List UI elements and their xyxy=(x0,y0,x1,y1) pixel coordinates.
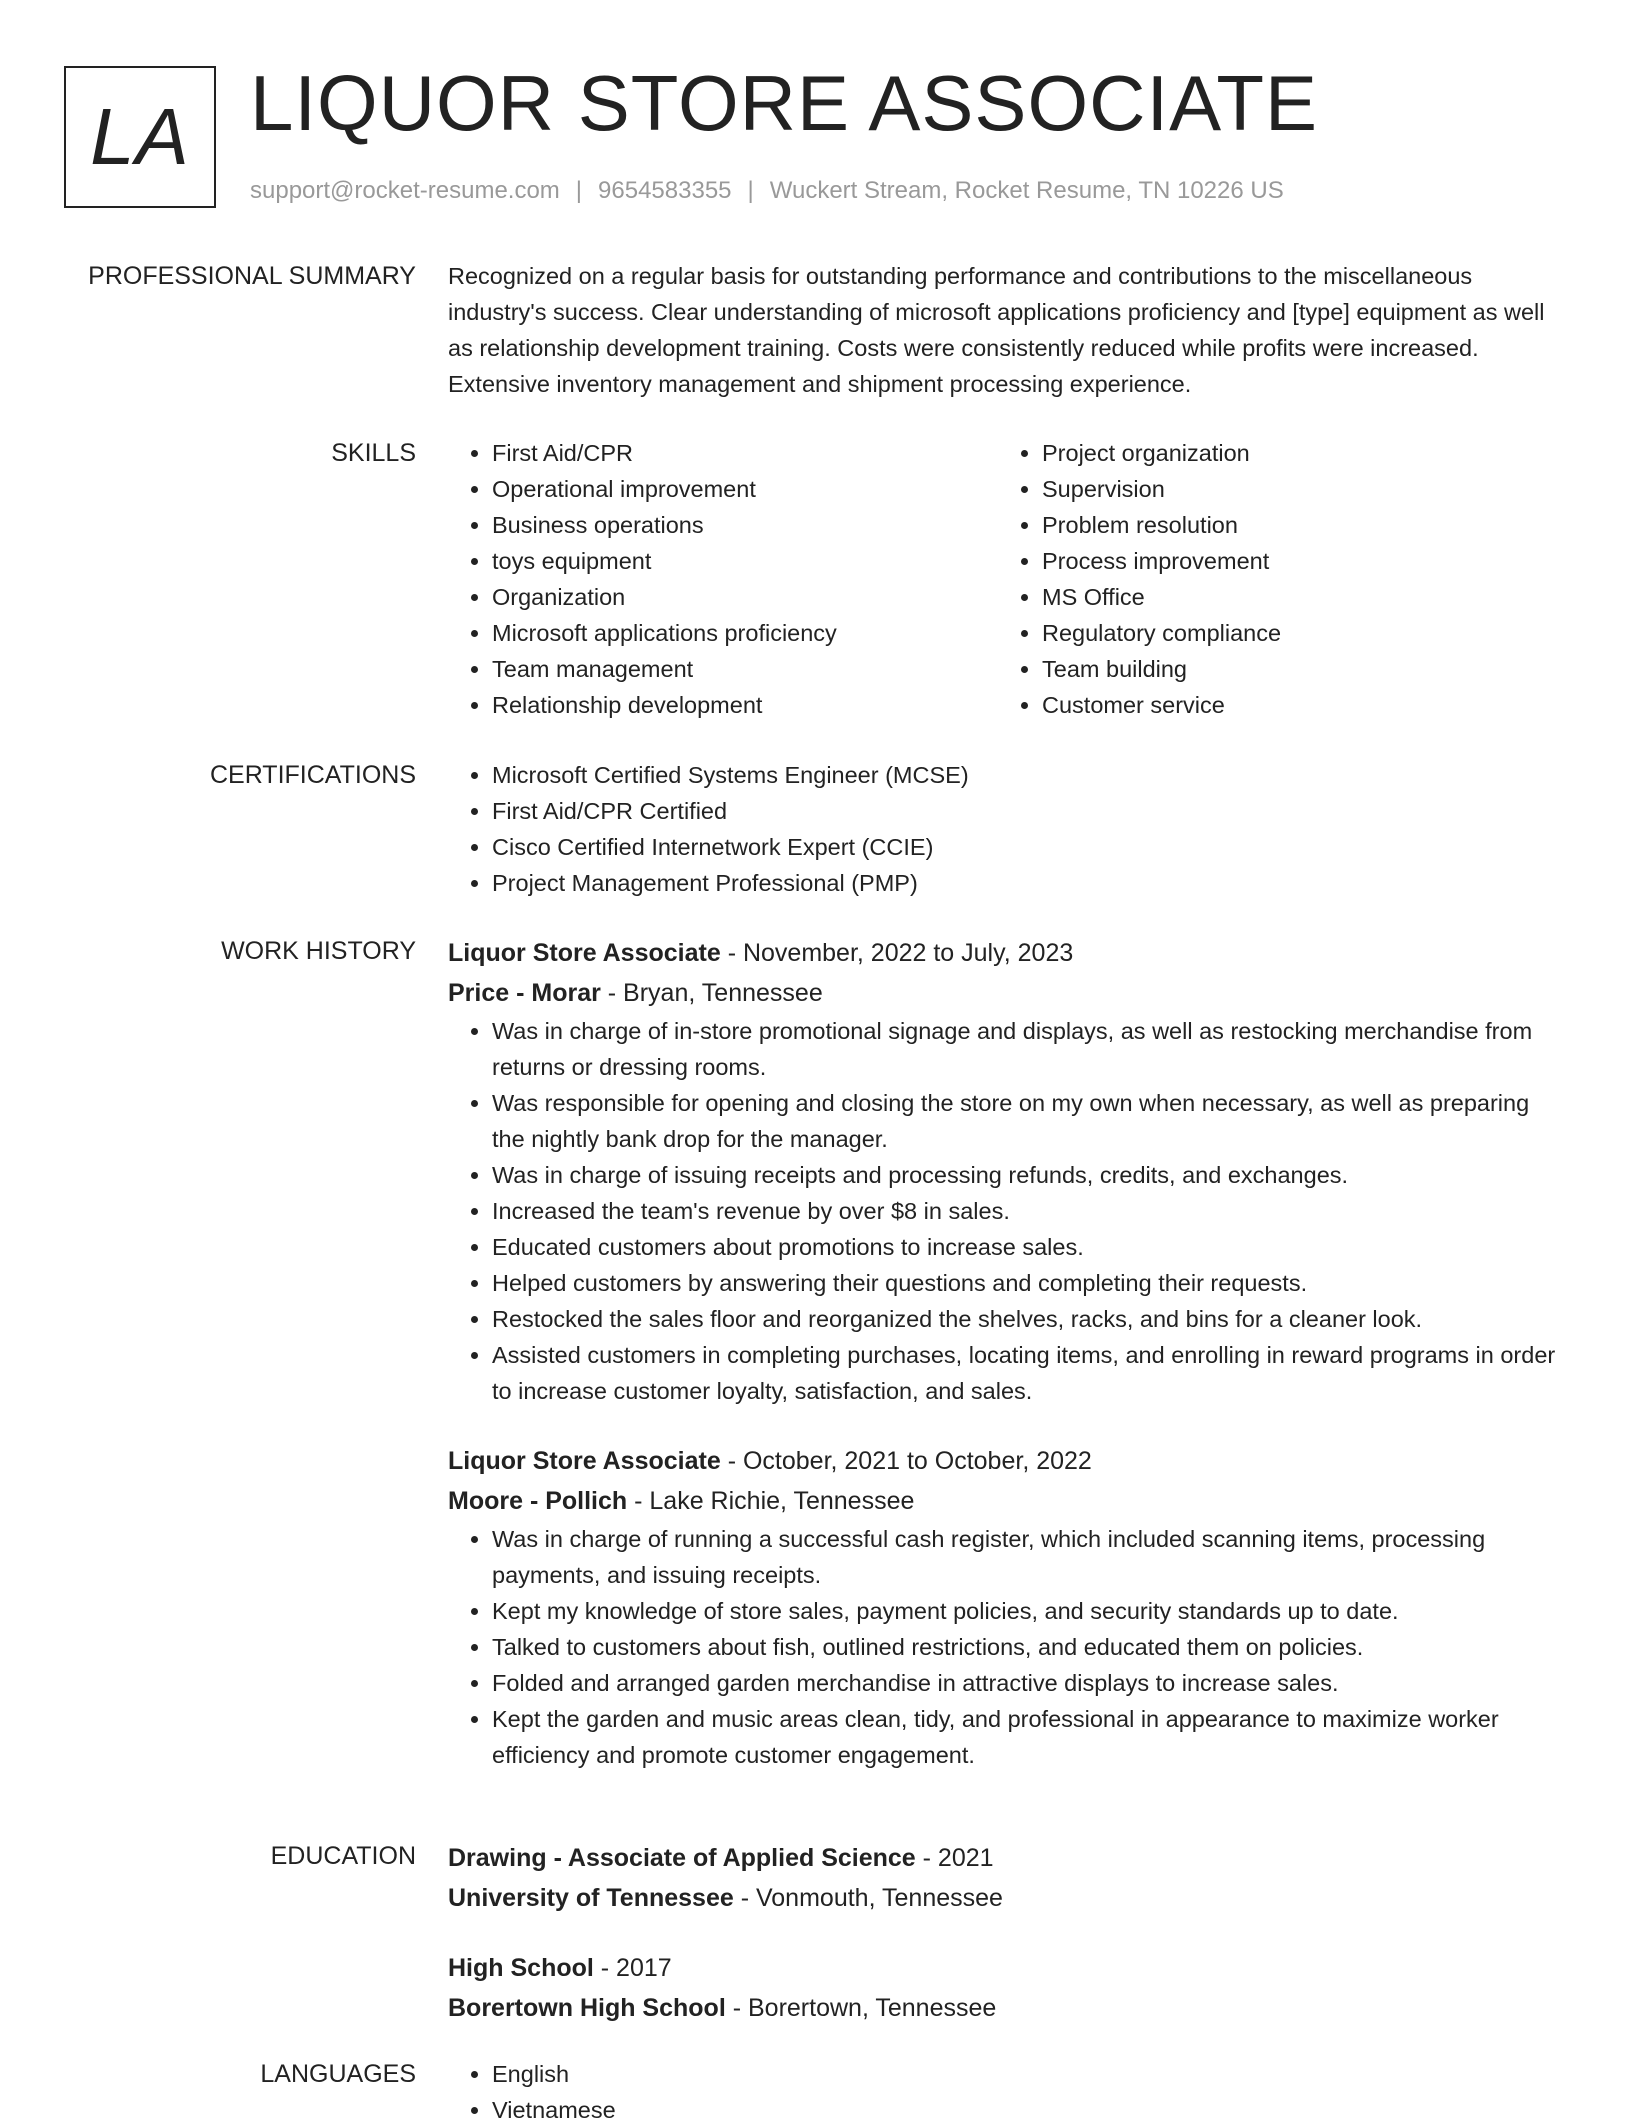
section-label-languages: LANGUAGES xyxy=(260,2060,416,2088)
job-title: Liquor Store Associate xyxy=(448,939,721,967)
section-label-skills: SKILLS xyxy=(331,439,416,467)
contact-email: support@rocket-resume.com xyxy=(250,177,560,204)
summary-text: Recognized on a regular basis for outstanding performance and contributions to the miscellaneous industry's success. Clear understanding of microsoft applications proficiency and [type] equipment as well as relationship development training. Costs were consistently reduced while profits were increased. Extensive inventory management and shipment processing experience. xyxy=(448,263,1545,397)
job-duty: • Kept the garden and music areas clean, tidy, and professional in appearance to maximize worker efficiency and promote customer engagement. xyxy=(492,1701,1560,1773)
certification-item: • Cisco Certified Internetwork Expert (CCIE) xyxy=(492,829,1560,865)
certifications-list xyxy=(448,757,1560,901)
section-label-summary: PROFESSIONAL SUMMARY xyxy=(88,262,416,290)
education-school-line xyxy=(448,1988,1560,2028)
job-duty: • Assisted customers in completing purchases, locating items, and enrolling in reward programs in order to increase customer loyalty, satisfaction, and sales. xyxy=(492,1337,1560,1409)
job-duty: • Was in charge of in-store promotional signage and displays, as well as restocking merchandise from returns or dressing rooms. xyxy=(492,1013,1560,1085)
job-duty: • Was in charge of issuing receipts and processing refunds, credits, and exchanges. xyxy=(492,1157,1560,1193)
skill-item: • Team building xyxy=(1042,651,1548,687)
skills-body xyxy=(448,435,1560,723)
summary-body xyxy=(448,258,1560,402)
education-year: - 2021 xyxy=(915,1844,994,1872)
skill-item: • Problem resolution xyxy=(1042,507,1548,543)
job-duty: • Talked to customers about fish, outlined restrictions, and educated them on policies. xyxy=(492,1629,1560,1665)
job-duties-list xyxy=(448,1521,1560,1773)
certification-item: • First Aid/CPR Certified xyxy=(492,793,1560,829)
job-title-line xyxy=(448,1441,1560,1481)
certification-item: • Microsoft Certified Systems Engineer (MCSE) xyxy=(492,757,1560,793)
resume-title: LIQUOR STORE ASSOCIATE xyxy=(250,59,1319,147)
job-entry xyxy=(448,1441,1560,1773)
job-duty: • Helped customers by answering their questions and completing their requests. xyxy=(492,1265,1560,1301)
contact-phone: 9654583355 xyxy=(598,177,732,204)
skill-item: • Relationship development xyxy=(492,687,998,723)
monogram-initials: LA xyxy=(90,92,190,181)
job-title-line xyxy=(448,933,1560,973)
education-degree-line xyxy=(448,1838,1560,1878)
skills-column-left xyxy=(448,435,998,723)
contact-address: Wuckert Stream, Rocket Resume, TN 10226 US xyxy=(769,177,1284,204)
skill-item: • Business operations xyxy=(492,507,998,543)
education-body xyxy=(448,1838,1560,2058)
education-degree: High School xyxy=(448,1954,594,1982)
work-history-body xyxy=(448,933,1560,1773)
monogram-box xyxy=(64,66,216,208)
job-location: - Bryan, Tennessee xyxy=(600,979,823,1007)
languages-body xyxy=(448,2056,1560,2128)
education-school: Borertown High School xyxy=(448,1994,726,2022)
job-duty: • Increased the team's revenue by over $8 in sales. xyxy=(492,1193,1560,1229)
job-company-line xyxy=(448,1481,1560,1521)
skills-list-right xyxy=(998,435,1548,723)
contact-separator: | xyxy=(575,177,583,204)
education-school: University of Tennessee xyxy=(448,1884,734,1912)
job-company-line xyxy=(448,973,1560,1013)
job-dates: - November, 2022 to July, 2023 xyxy=(720,939,1074,967)
language-item: • English xyxy=(492,2056,1560,2092)
job-dates: - October, 2021 to October, 2022 xyxy=(720,1447,1092,1475)
job-duties-list xyxy=(448,1013,1560,1409)
job-duty: • Kept my knowledge of store sales, payment policies, and security standards up to date. xyxy=(492,1593,1560,1629)
skill-item: • Supervision xyxy=(1042,471,1548,507)
job-location: - Lake Richie, Tennessee xyxy=(627,1487,915,1515)
education-school-line xyxy=(448,1878,1560,1918)
skill-item: • First Aid/CPR xyxy=(492,435,998,471)
job-entry xyxy=(448,933,1560,1409)
job-duty: • Folded and arranged garden merchandise in attractive displays to increase sales. xyxy=(492,1665,1560,1701)
job-company: Moore - Pollich xyxy=(448,1487,628,1515)
education-entry xyxy=(448,1948,1560,2028)
language-item: • Vietnamese xyxy=(492,2092,1560,2128)
skills-column-right xyxy=(998,435,1548,723)
job-title: Liquor Store Associate xyxy=(448,1447,721,1475)
job-duty: • Was in charge of running a successful cash register, which included scanning items, processing payments, and issuing receipts. xyxy=(492,1521,1560,1593)
contact-line xyxy=(250,175,1284,207)
skill-item: • Process improvement xyxy=(1042,543,1548,579)
certification-item: • Project Management Professional (PMP) xyxy=(492,865,1560,901)
job-duty: • Restocked the sales floor and reorganized the shelves, racks, and bins for a cleaner look. xyxy=(492,1301,1560,1337)
education-year: - 2017 xyxy=(593,1954,672,1982)
job-company: Price - Morar xyxy=(448,979,601,1007)
education-location: - Borertown, Tennessee xyxy=(725,1994,997,2022)
education-degree: Drawing - Associate of Applied Science xyxy=(448,1844,916,1872)
contact-separator: | xyxy=(747,177,754,204)
education-entry xyxy=(448,1838,1560,1918)
section-label-certifications: CERTIFICATIONS xyxy=(209,761,416,789)
certifications-body xyxy=(448,757,1560,901)
skills-list-left xyxy=(448,435,998,723)
education-degree-line xyxy=(448,1948,1560,1988)
skill-item: • toys equipment xyxy=(492,543,998,579)
skill-item: • Customer service xyxy=(1042,687,1548,723)
languages-list xyxy=(448,2056,1560,2128)
skill-item: • Team management xyxy=(492,651,998,687)
skill-item: • Regulatory compliance xyxy=(1042,615,1548,651)
section-label-education: EDUCATION xyxy=(270,1842,416,1870)
skill-item: • Organization xyxy=(492,579,998,615)
skill-item: • Operational improvement xyxy=(492,471,998,507)
skill-item: • MS Office xyxy=(1042,579,1548,615)
skill-item: • Microsoft applications proficiency xyxy=(492,615,998,651)
job-duty: • Educated customers about promotions to increase sales. xyxy=(492,1229,1560,1265)
education-location: - Vonmouth, Tennessee xyxy=(733,1884,1003,1912)
job-duty: • Was responsible for opening and closing the store on my own when necessary, as well as preparing the nightly bank drop for the manager. xyxy=(492,1085,1560,1157)
skill-item: • Project organization xyxy=(1042,435,1548,471)
section-label-work-history: WORK HISTORY xyxy=(221,937,416,965)
